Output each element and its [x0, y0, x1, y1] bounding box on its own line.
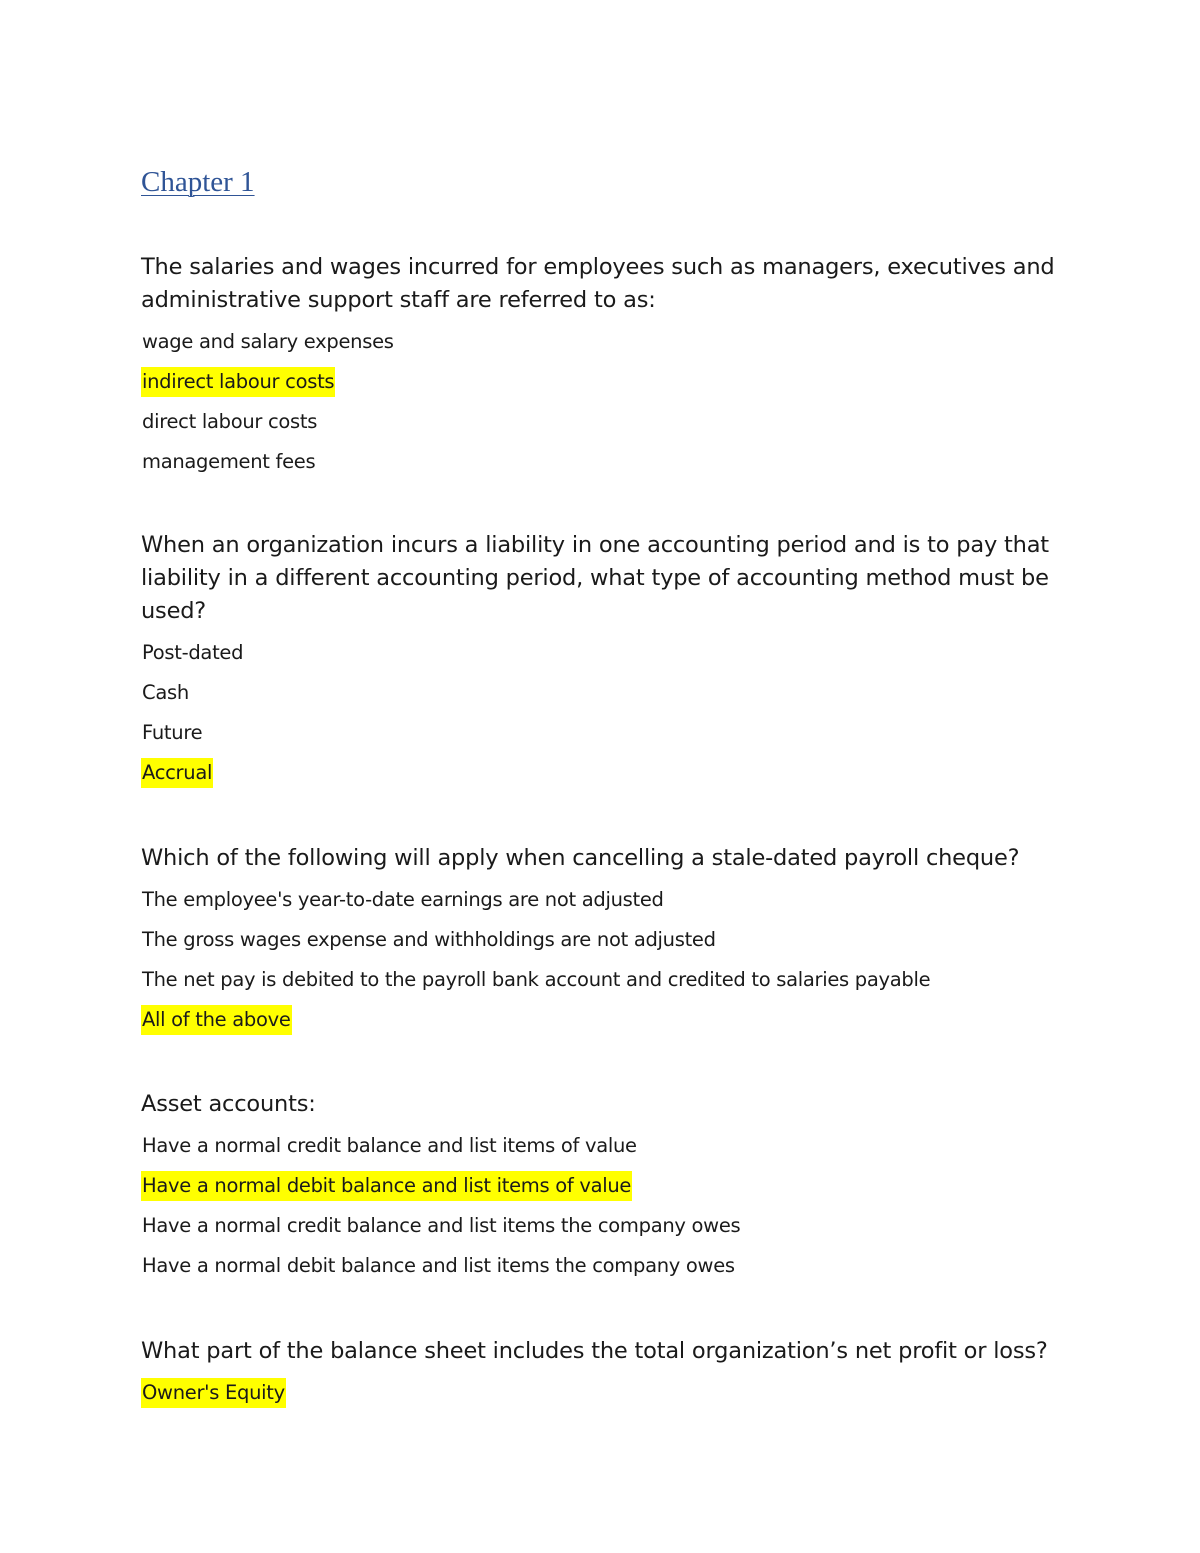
answer-option-highlighted — [141, 1378, 1061, 1408]
answer-options — [141, 885, 1061, 1035]
answer-option-label: wage and salary expenses — [142, 330, 394, 353]
answer-option-label: management fees — [142, 450, 316, 473]
question-5 — [141, 1335, 1061, 1418]
answer-option — [141, 885, 1061, 915]
answer-option — [141, 327, 1061, 357]
answer-option-label: Have a normal credit balance and list items of value — [142, 1134, 637, 1157]
answer-option — [141, 638, 1061, 668]
answer-option — [141, 1211, 1061, 1241]
chapter-title: Chapter 1 — [141, 166, 255, 198]
answer-options — [141, 1378, 1061, 1408]
answer-option-label: Have a normal credit balance and list items the company owes — [142, 1214, 741, 1237]
question-text: What part of the balance sheet includes the total organization’s net profit or loss? — [141, 1338, 1048, 1364]
question-2 — [141, 529, 1061, 798]
answer-option-label: Have a normal debit balance and list items of value — [141, 1171, 632, 1201]
answer-option-label: Have a normal debit balance and list items the company owes — [142, 1254, 735, 1277]
answer-option — [141, 407, 1061, 437]
answer-option-highlighted — [141, 367, 1061, 397]
answer-option-label: The net pay is debited to the payroll bank account and credited to salaries payable — [142, 968, 931, 991]
answer-option — [141, 718, 1061, 748]
answer-option-label: The employee's year-to-date earnings are not adjusted — [142, 888, 664, 911]
answer-option-label: The gross wages expense and withholdings are not adjusted — [142, 928, 716, 951]
answer-option-label: Cash — [142, 681, 189, 704]
answer-option — [141, 1251, 1061, 1281]
question-text: Which of the following will apply when cancelling a stale-dated payroll cheque? — [141, 845, 1020, 871]
answer-option — [141, 1131, 1061, 1161]
answer-option-highlighted — [141, 1171, 1061, 1201]
question-text: Asset accounts: — [141, 1091, 316, 1117]
answer-option — [141, 447, 1061, 477]
answer-option-label: Post-dated — [142, 641, 244, 664]
answer-options — [141, 638, 1061, 788]
answer-option-label: Future — [142, 721, 203, 744]
answer-option-highlighted — [141, 1005, 1061, 1035]
question-1 — [141, 251, 1061, 487]
answer-options — [141, 1131, 1061, 1281]
answer-option-label: direct labour costs — [142, 410, 318, 433]
answer-option-label: Owner's Equity — [141, 1378, 286, 1408]
answer-option-highlighted — [141, 758, 1061, 788]
answer-options — [141, 327, 1061, 477]
question-text: When an organization incurs a liability in one accounting period and is to pay that liability in a different accounting period, what type of accounting method must be used? — [141, 532, 1049, 624]
answer-option-label: All of the above — [141, 1005, 292, 1035]
answer-option — [141, 925, 1061, 955]
answer-option-label: indirect labour costs — [141, 367, 335, 397]
question-4 — [141, 1088, 1061, 1291]
answer-option-label: Accrual — [141, 758, 213, 788]
question-text: The salaries and wages incurred for employees such as managers, executives and administrative support staff are referred to as: — [141, 254, 1055, 313]
question-3 — [141, 842, 1061, 1045]
answer-option — [141, 678, 1061, 708]
answer-option — [141, 965, 1061, 995]
